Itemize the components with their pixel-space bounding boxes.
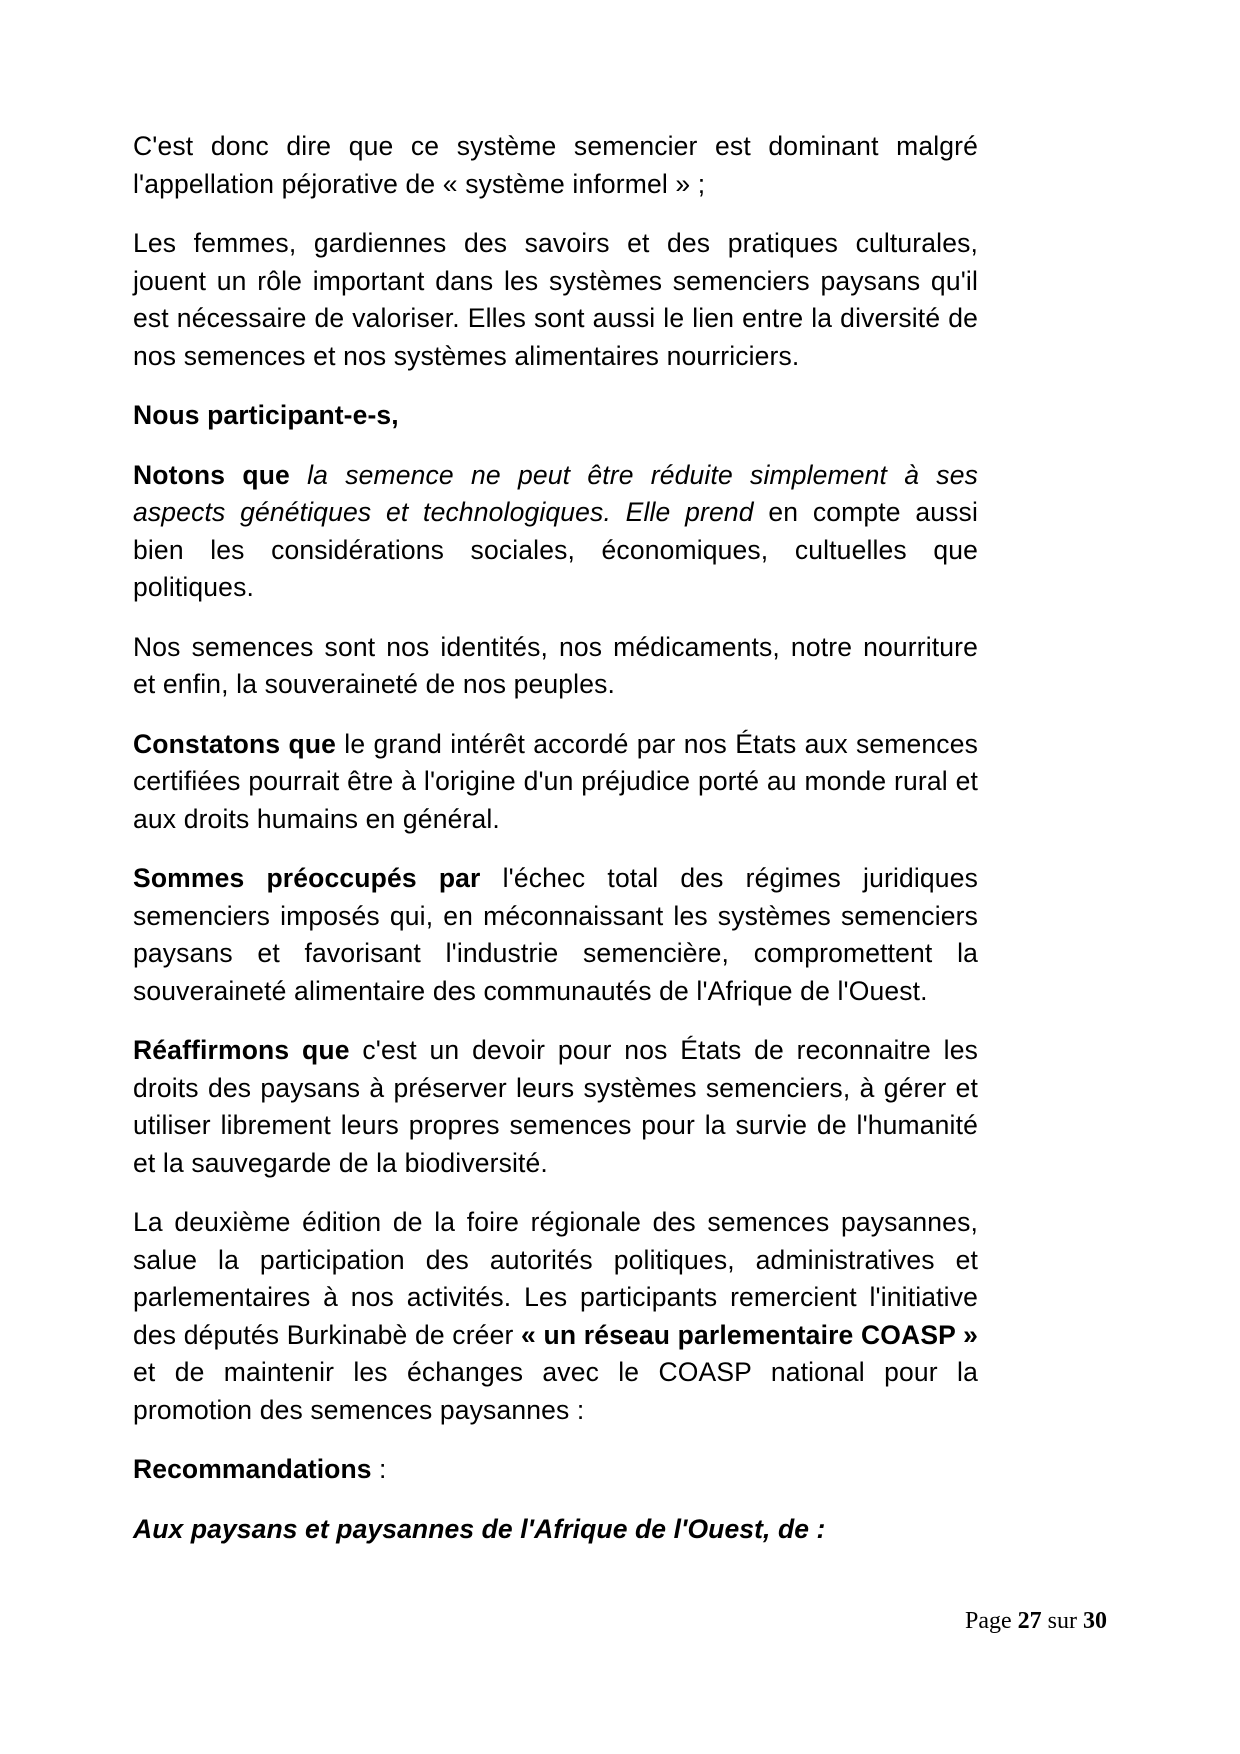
paragraph-sommes-preoccupes-par (133, 860, 978, 1010)
paragraph-text: l'échec total des régimes juridiques semenciers imposés qui, en méconnaissant les systèmes semenciers paysans et favorisant l'industrie semencière, compromettent la souveraineté alimentaire des communautés de l'Afrique de l'Ouest. (133, 863, 978, 1006)
lead-in-notons-que: Notons que (133, 459, 290, 490)
paragraph-nos-semences-identites (133, 629, 978, 704)
quoted-bold-reseau-parlementaire: « un réseau parlementaire COASP » (521, 1319, 978, 1350)
heading-nous-participants (133, 397, 978, 435)
heading-colon: : (371, 1454, 387, 1484)
page-body (133, 128, 978, 1570)
paragraph-text: Les femmes, gardiennes des savoirs et des pratiques culturales, jouent un rôle important dans les systèmes semenciers paysans qu'il est nécessaire de valoriser. Elles sont aussi le lien entre la diversité de nos semences et nos systèmes alimentaires nourriciers. (133, 228, 978, 371)
paragraph-text: en compte aussi bien les considérations sociales, économiques, cultuelles que politiques. (133, 497, 978, 602)
footer-page-label: Page (965, 1608, 1012, 1634)
lead-in-constatons-que: Constatons que (133, 728, 337, 759)
paragraph-text: le grand intérêt accordé par nos États aux semences certifiées pourrait être à l'origine d'un préjudice porté au monde rural et aux droits humains en général. (133, 728, 978, 834)
italic-clause-semence: la semence ne peut être réduite simplement à ses aspects génétiques et technologiques. Elle prend (133, 459, 978, 527)
heading-recommandations (133, 1451, 978, 1489)
paragraph-systeme-dominant (133, 128, 978, 203)
paragraph-text-continued: et de maintenir les échanges avec le COASP national pour la promotion des semences paysannes : (133, 1357, 978, 1425)
paragraph-text: La deuxième édition de la foire régionale des semences paysannes, salue la participation des autorités politiques, administratives et parlementaires à nos activités. Les participants remercient l'initiative des députés Burkinabè de créer (133, 1207, 978, 1350)
page-footer (262, 1606, 1107, 1636)
paragraph-text: Nos semences sont nos identités, nos médicaments, notre nourriture et enfin, la souveraineté de nos peuples. (133, 631, 978, 699)
footer-sur-label: sur (1047, 1608, 1077, 1634)
footer-page-number: 27 (1017, 1608, 1042, 1634)
paragraph-notons-que (133, 457, 978, 607)
lead-in-sommes-preoccupes-par: Sommes préoccupés par (133, 863, 481, 893)
paragraph-reaffirmons-que (133, 1032, 978, 1182)
footer-page-total: 30 (1083, 1608, 1107, 1634)
heading-text: Aux paysans et paysannes de l'Afrique de l'Ouest, de : (133, 1513, 826, 1544)
heading-text: Nous participant-e-s, (133, 400, 399, 430)
paragraph-constatons-que (133, 726, 978, 839)
lead-in-reaffirmons-que: Réaffirmons que (133, 1035, 350, 1065)
paragraph-femmes-gardiennes (133, 225, 978, 375)
heading-aux-paysans-ouest (133, 1511, 978, 1549)
heading-text: Recommandations (133, 1454, 372, 1484)
paragraph-deuxieme-edition-foire (133, 1204, 978, 1429)
paragraph-text: C'est donc dire que ce système semencier est dominant malgré l'appellation péjorative de « système informel » ; (133, 131, 978, 199)
paragraph-text: c'est un devoir pour nos États de reconnaitre les droits des paysans à préserver leurs systèmes semenciers, à gérer et utiliser librement leurs propres semences pour la survie de l'humanité et la sauvegarde de la biodiversité. (133, 1035, 978, 1178)
